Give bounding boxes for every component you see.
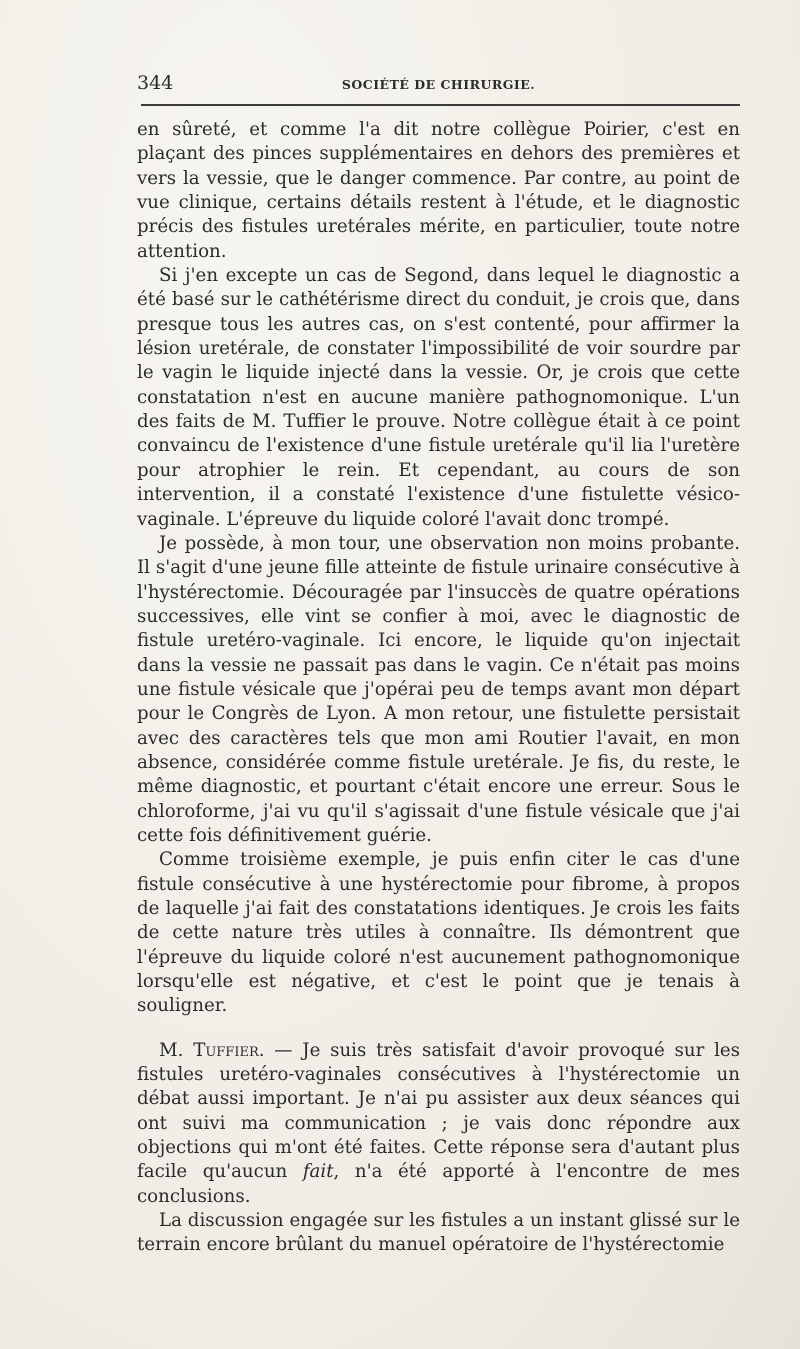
paragraph: Comme troisième exemple, je puis enfin citer le cas d'une fistule consécutive à une hystérectomie pour fibrome, à propos de laquelle j'ai fait des constatations identiques. Je crois les faits de cette nature très utiles à connaître. Ils démontrent que l'épreuve du liquide coloré n'est aucunement pathognomonique lorsqu'elle est négative, et c'est le point que je tenais à souligner. — [137, 849, 740, 1017]
speaker-text-end: , n'a été apporté à l'encontre de mes conclusions. — [137, 1161, 740, 1207]
paragraph: en sûreté, et comme l'a dit notre collègue Poirier, c'est en plaçant des pinces supplémentaires en dehors des premières et vers la vessie, que le danger commence. Par contre, au point de vue clinique, certains détails restent à l'étude, et le diagnostic précis des fistules uretérales mérite, en particulier, toute notre attention. — [137, 119, 740, 262]
page-header — [137, 72, 740, 98]
running-head: SOCIÉTÉ DE CHIRURGIE. — [341, 77, 536, 92]
paragraph: Si j'en excepte un cas de Segond, dans lequel le diagnostic a été basé sur le cathétérisme direct du conduit, je crois que, dans presque tous les autres cas, on s'est contenté, pour affirmer la lésion uretérale, de constater l'impossibilité de voir sourdre par le vagin le liquide injecté dans la vessie. Or, je crois que cette constatation n'est en aucune manière pathognomonique. L'un des faits de M. Tuffier le prouve. Notre collègue était à ce point convaincu de l'existence d'une fistule uretérale qu'il lia l'uretère pour atrophier le rein. Et cependant, au cours de son intervention, il a constaté l'existence d'une fistulette vésico-vaginale. L'épreuve du liquide coloré l'avait donc trompé. — [137, 265, 740, 530]
page-number: 344 — [137, 72, 174, 94]
paragraph: La discussion engagée sur les fistules a un instant glissé sur le terrain encore brûlant du manuel opératoire de l'hystérectomie — [137, 1210, 740, 1256]
paragraph: Je possède, à mon tour, une observation non moins probante. Il s'agit d'une jeune fille atteinte de fistule urinaire consécutive à l'hystérectomie. Découragée par l'insuccès de quatre opérations successives, elle vint se confier à moi, avec le diagnostic de fistule uretéro-vaginale. Ici encore, le liquide qu'on injectait dans la vessie ne passait pas dans le vagin. Ce n'était pas moins une fistule vésicale que j'opérai peu de temps avant mon départ pour le Congrès de Lyon. A mon retour, une fistulette persistait avec des caractères tels que mon ami Routier l'avait, en mon absence, considérée comme fistule uretérale. Je fis, du reste, le même diagnostic, et pourtant c'était encore une erreur. Sous le chloroforme, j'ai vu qu'il s'agissait d'une fistule vésicale que j'ai cette fois définitivement guérie. — [137, 532, 740, 846]
speaker-name: M. Tuffier. — [159, 1039, 265, 1061]
speaker-paragraph — [137, 1039, 740, 1209]
header-rule — [141, 104, 740, 106]
body-text — [137, 118, 740, 1258]
italic-word: fait — [302, 1161, 334, 1183]
speaker-text: — Je suis très satisfait d'avoir provoqué sur les fistules uretéro-vaginales consécutives à l'hystérectomie un débat aussi important. Je n'ai pu assister aux deux séances qui ont suivi ma communication ; je vais donc répondre aux objections qui m'ont été faites. Cette réponse sera d'autant plus facile qu'aucun — [137, 1039, 740, 1183]
